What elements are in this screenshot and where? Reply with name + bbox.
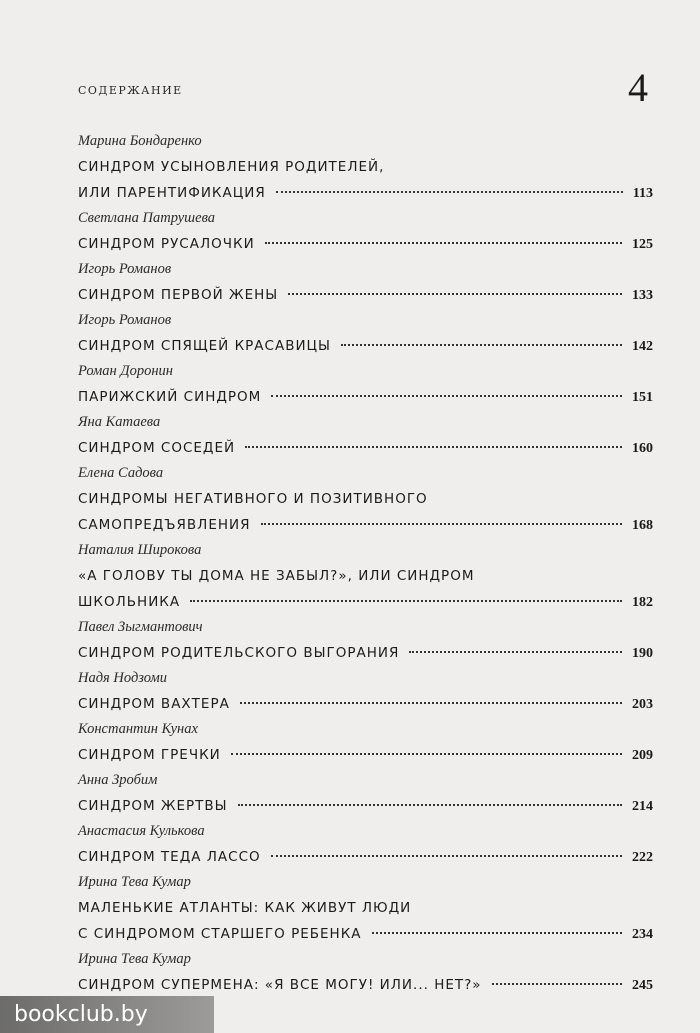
entry-author: Елена Садова (78, 465, 164, 481)
page-number: 4 (628, 65, 648, 110)
entry-page-number: 245 (632, 978, 653, 993)
entry-author: Роман Доронин (78, 363, 173, 379)
entry-title-final-line (78, 589, 653, 615)
entry-title-text: СИНДРОМ СПЯЩЕЙ КРАСАВИЦЫ (78, 338, 331, 354)
entry-title-final-line (78, 282, 653, 308)
entry-title-final-line (78, 921, 653, 947)
section-title: СОДЕРЖАНИЕ (78, 84, 183, 97)
toc-entry (78, 870, 653, 947)
dot-leader (288, 293, 622, 295)
dot-leader (190, 600, 622, 602)
entry-title-text: ИЛИ ПАРЕНТИФИКАЦИЯ (78, 185, 266, 201)
entry-page-number: 133 (632, 288, 653, 303)
dot-leader (409, 651, 622, 653)
entry-title-final-line (78, 512, 653, 538)
toc-entry (78, 129, 653, 206)
entry-title-final-line (78, 972, 653, 998)
entry-title-final-line (78, 231, 653, 257)
entry-title-final-line (78, 384, 653, 410)
entry-title-final-line (78, 333, 653, 359)
entry-title-final-line (78, 691, 653, 717)
entry-title-text: СИНДРОМ ВАХТЕРА (78, 696, 230, 712)
entry-title-final-line (78, 742, 653, 768)
entry-title-final-line (78, 435, 653, 461)
entry-author: Константин Кунах (78, 721, 198, 737)
toc-entry (78, 461, 653, 538)
dot-leader (231, 753, 622, 755)
dot-leader (276, 191, 623, 193)
toc-entry (78, 666, 653, 717)
entry-page-number: 190 (632, 646, 653, 661)
entry-title-text: СИНДРОМ СОСЕДЕЙ (78, 440, 236, 456)
entry-author: Наталия Широкова (78, 542, 202, 558)
entry-author: Анна Зробим (78, 772, 158, 788)
site-watermark: bookclub.by (0, 996, 214, 1033)
entry-title-final-line (78, 844, 653, 870)
entry-title-text: САМОПРЕДЪЯВЛЕНИЯ (78, 517, 251, 533)
entry-title-line: СИНДРОМЫ НЕГАТИВНОГО И ПОЗИТИВНОГО (78, 491, 428, 507)
entry-page-number: 125 (632, 237, 653, 252)
entry-page-number: 160 (632, 441, 653, 456)
toc-entry (78, 819, 653, 870)
toc-entry (78, 717, 653, 768)
entry-author: Павел Зыгмантович (78, 619, 203, 635)
dot-leader (238, 804, 622, 806)
toc-entry (78, 615, 653, 666)
entry-title-text: СИНДРОМ СУПЕРМЕНА: «Я ВСЕ МОГУ! ИЛИ... НЕТ?» (78, 977, 482, 993)
entry-author: Анастасия Кулькова (78, 823, 205, 839)
dot-leader (265, 242, 622, 244)
entry-title-text: СИНДРОМ РОДИТЕЛЬСКОГО ВЫГОРАНИЯ (78, 645, 400, 661)
page-header (78, 65, 648, 120)
toc-entry (78, 947, 653, 998)
toc-entry (78, 768, 653, 819)
table-of-contents (78, 129, 653, 998)
entry-author: Светлана Патрушева (78, 210, 216, 226)
entry-title-text: СИНДРОМ ТЕДА ЛАССО (78, 849, 261, 865)
entry-author: Ирина Тева Кумар (78, 951, 191, 967)
dot-leader (341, 344, 622, 346)
dot-leader (271, 395, 622, 397)
dot-leader (271, 855, 622, 857)
toc-entry (78, 257, 653, 308)
toc-entry (78, 308, 653, 359)
entry-title-final-line (78, 180, 653, 206)
toc-entry (78, 410, 653, 461)
entry-title-final-line (78, 793, 653, 819)
entry-page-number: 222 (632, 850, 653, 865)
entry-page-number: 142 (632, 339, 653, 354)
entry-page-number: 203 (632, 697, 653, 712)
entry-title-text: С СИНДРОМОМ СТАРШЕГО РЕБЕНКА (78, 926, 362, 942)
entry-page-number: 214 (632, 799, 653, 814)
entry-page-number: 234 (632, 927, 653, 942)
dot-leader (492, 983, 622, 985)
entry-title-text: ПАРИЖСКИЙ СИНДРОМ (78, 389, 262, 405)
dot-leader (245, 446, 622, 448)
entry-author: Яна Катаева (78, 414, 161, 430)
entry-title-text: СИНДРОМ ГРЕЧКИ (78, 747, 221, 763)
toc-entry (78, 538, 653, 615)
entry-title-text: СИНДРОМ ПЕРВОЙ ЖЕНЫ (78, 287, 279, 303)
entry-page-number: 209 (632, 748, 653, 763)
dot-leader (240, 702, 622, 704)
entry-title-line: МАЛЕНЬКИЕ АТЛАНТЫ: КАК ЖИВУТ ЛЮДИ (78, 900, 412, 916)
dot-leader (372, 932, 622, 934)
entry-author: Марина Бондаренко (78, 133, 202, 149)
entry-page-number: 182 (632, 595, 653, 610)
entry-page-number: 168 (632, 518, 653, 533)
entry-title-final-line (78, 640, 653, 666)
entry-title-line: СИНДРОМ УСЫНОВЛЕНИЯ РОДИТЕЛЕЙ, (78, 159, 385, 175)
entry-author: Ирина Тева Кумар (78, 874, 191, 890)
entry-page-number: 113 (632, 186, 653, 201)
toc-entry (78, 206, 653, 257)
entry-title-text: СИНДРОМ ЖЕРТВЫ (78, 798, 228, 814)
entry-page-number: 151 (632, 390, 653, 405)
entry-title-text: СИНДРОМ РУСАЛОЧКИ (78, 236, 255, 252)
entry-author: Надя Нодзоми (78, 670, 167, 686)
entry-author: Игорь Романов (78, 261, 172, 277)
toc-entry (78, 359, 653, 410)
dot-leader (261, 523, 623, 525)
entry-author: Игорь Романов (78, 312, 172, 328)
entry-title-line: «А ГОЛОВУ ТЫ ДОМА НЕ ЗАБЫЛ?», ИЛИ СИНДРОМ (78, 568, 475, 584)
entry-title-text: ШКОЛЬНИКА (78, 594, 181, 610)
